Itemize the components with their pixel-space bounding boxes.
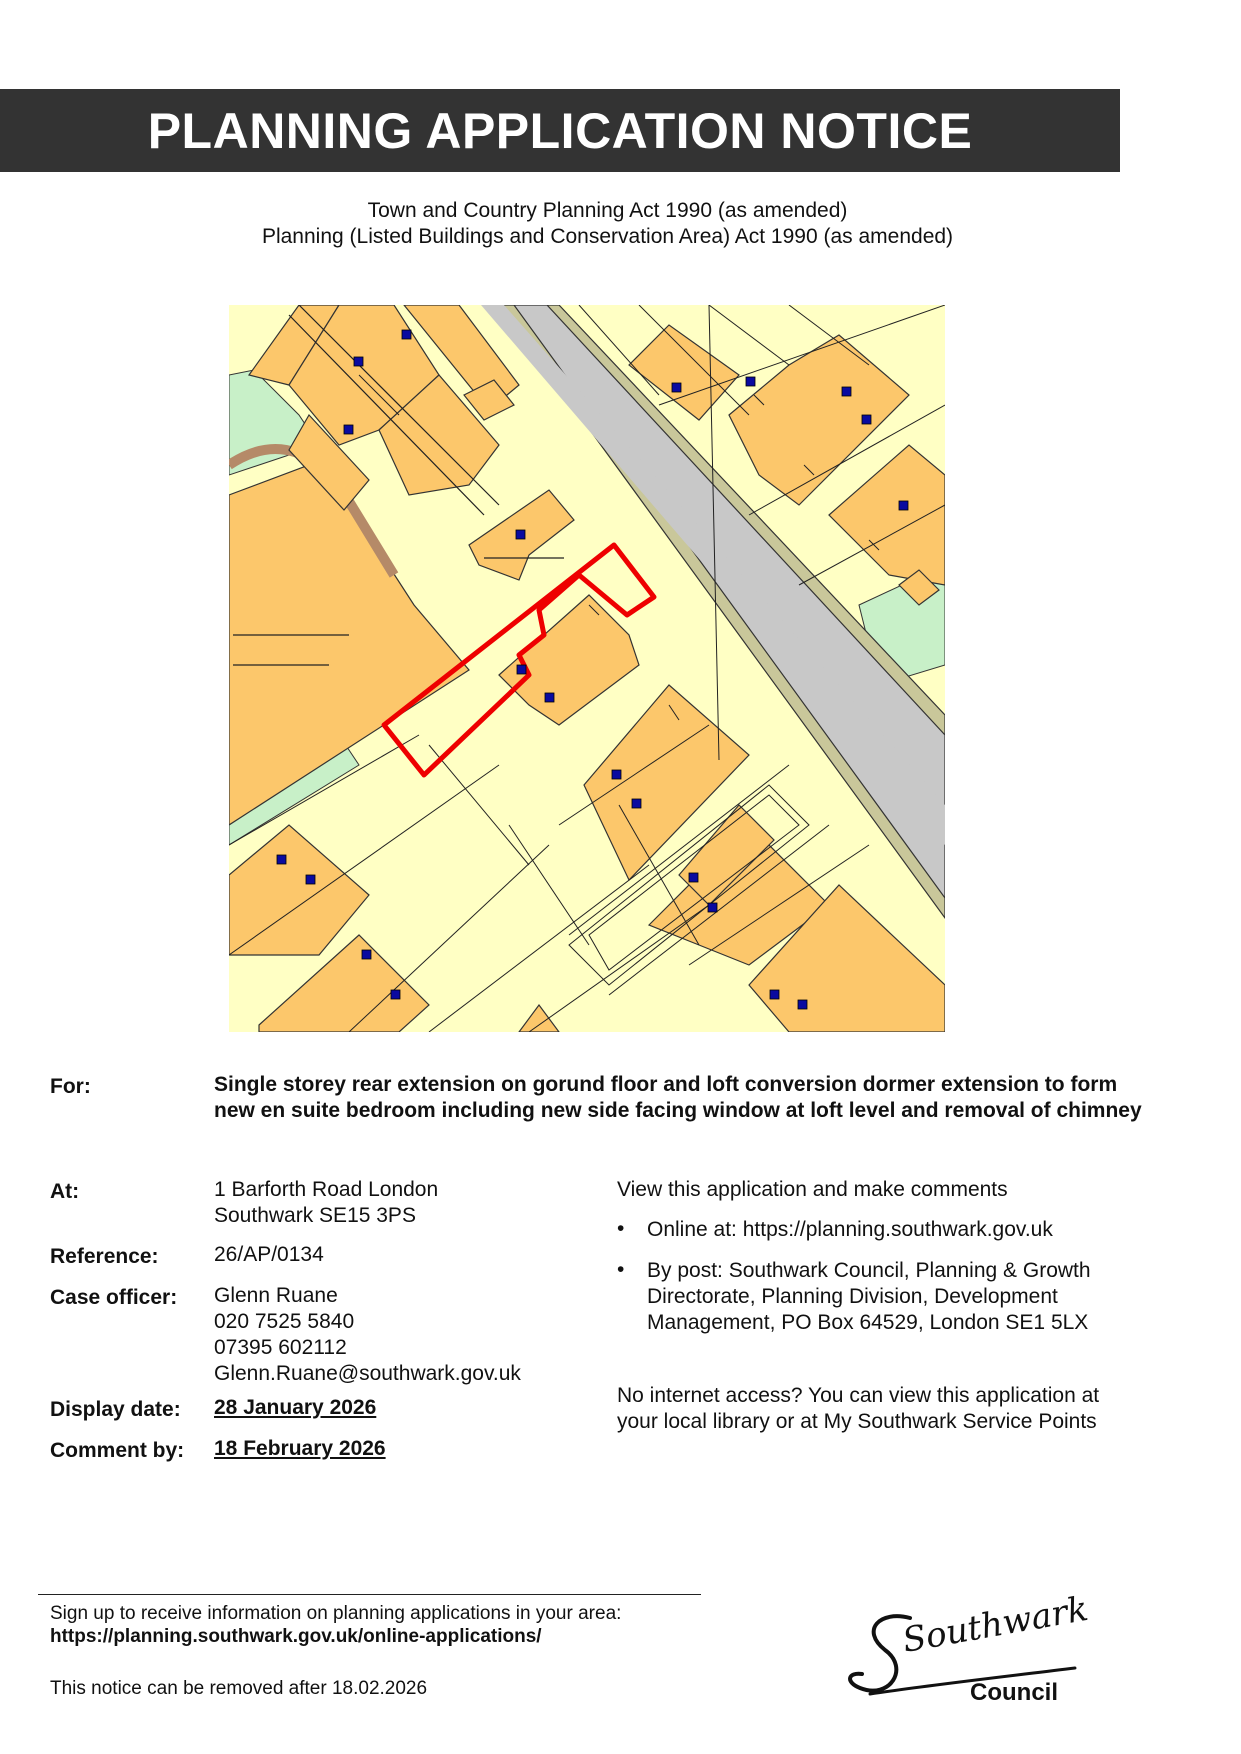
southwark-council-logo	[840, 1590, 1090, 1710]
view-comments-heading: View this application and make comments	[617, 1178, 1008, 1201]
bullet-dot-2: •	[617, 1258, 625, 1281]
comment-by-label: Comment by:	[50, 1439, 185, 1462]
online-link[interactable]: Online at: https://planning.southwark.gov.uk	[647, 1218, 1053, 1241]
bullet-dot-1: •	[617, 1217, 625, 1240]
logo-svg	[840, 1590, 1090, 1710]
postal-address: By post: Southwark Council, Planning & Growth Directorate, Planning Division, Development Management, PO Box 64529, London SE1 5LX	[647, 1259, 1091, 1334]
reference-number: 26/AP/0134	[214, 1243, 324, 1266]
case-officer-label: Case officer:	[50, 1286, 178, 1309]
signup-text: Sign up to receive information on planning applications in your area:	[50, 1603, 622, 1624]
proposal-description: Single storey rear extension on gorund floor and loft conversion dormer extension to form new en suite bedroom including new side facing window at loft level and removal of chimney	[214, 1073, 1142, 1122]
legislation-block	[0, 198, 1215, 250]
for-label: For:	[50, 1075, 91, 1098]
display-date: 28 January 2026	[214, 1396, 377, 1419]
title-banner	[0, 89, 1120, 172]
logo-wordmark: Southwark	[899, 1590, 1090, 1661]
case-officer-name: Glenn Ruane	[214, 1284, 338, 1307]
site-address-line-2: Southwark SE15 3PS	[214, 1204, 416, 1227]
signup-url[interactable]: https://planning.southwark.gov.uk/online-applications/	[50, 1626, 542, 1647]
display-date-label: Display date:	[50, 1398, 181, 1421]
case-officer-phone-2: 07395 602112	[214, 1336, 347, 1359]
footer-divider	[38, 1594, 701, 1595]
case-officer-email[interactable]: Glenn.Ruane@southwark.gov.uk	[214, 1362, 521, 1385]
site-address	[214, 1177, 438, 1229]
act-line-1: Town and Country Planning Act 1990 (as amended)	[367, 199, 848, 222]
site-address-line-1: 1 Barforth Road London	[214, 1178, 439, 1201]
act-line-2: Planning (Listed Buildings and Conservation Area) Act 1990 (as amended)	[261, 225, 954, 248]
comment-by-date: 18 February 2026	[214, 1437, 386, 1460]
site-location-map	[229, 305, 945, 1032]
page-title: PLANNING APPLICATION NOTICE	[147, 102, 973, 159]
no-internet-note: No internet access? You can view this application at your local library or at My Southwark Service Points	[617, 1384, 1100, 1433]
removal-note: This notice can be removed after 18.02.2026	[50, 1678, 428, 1699]
site-map-svg	[229, 305, 945, 1032]
at-label: At:	[50, 1180, 80, 1203]
case-officer-details	[214, 1283, 521, 1387]
case-officer-phone-1: 020 7525 5840	[214, 1310, 355, 1333]
reference-label: Reference:	[50, 1245, 159, 1268]
logo-council: Council	[970, 1679, 1058, 1706]
